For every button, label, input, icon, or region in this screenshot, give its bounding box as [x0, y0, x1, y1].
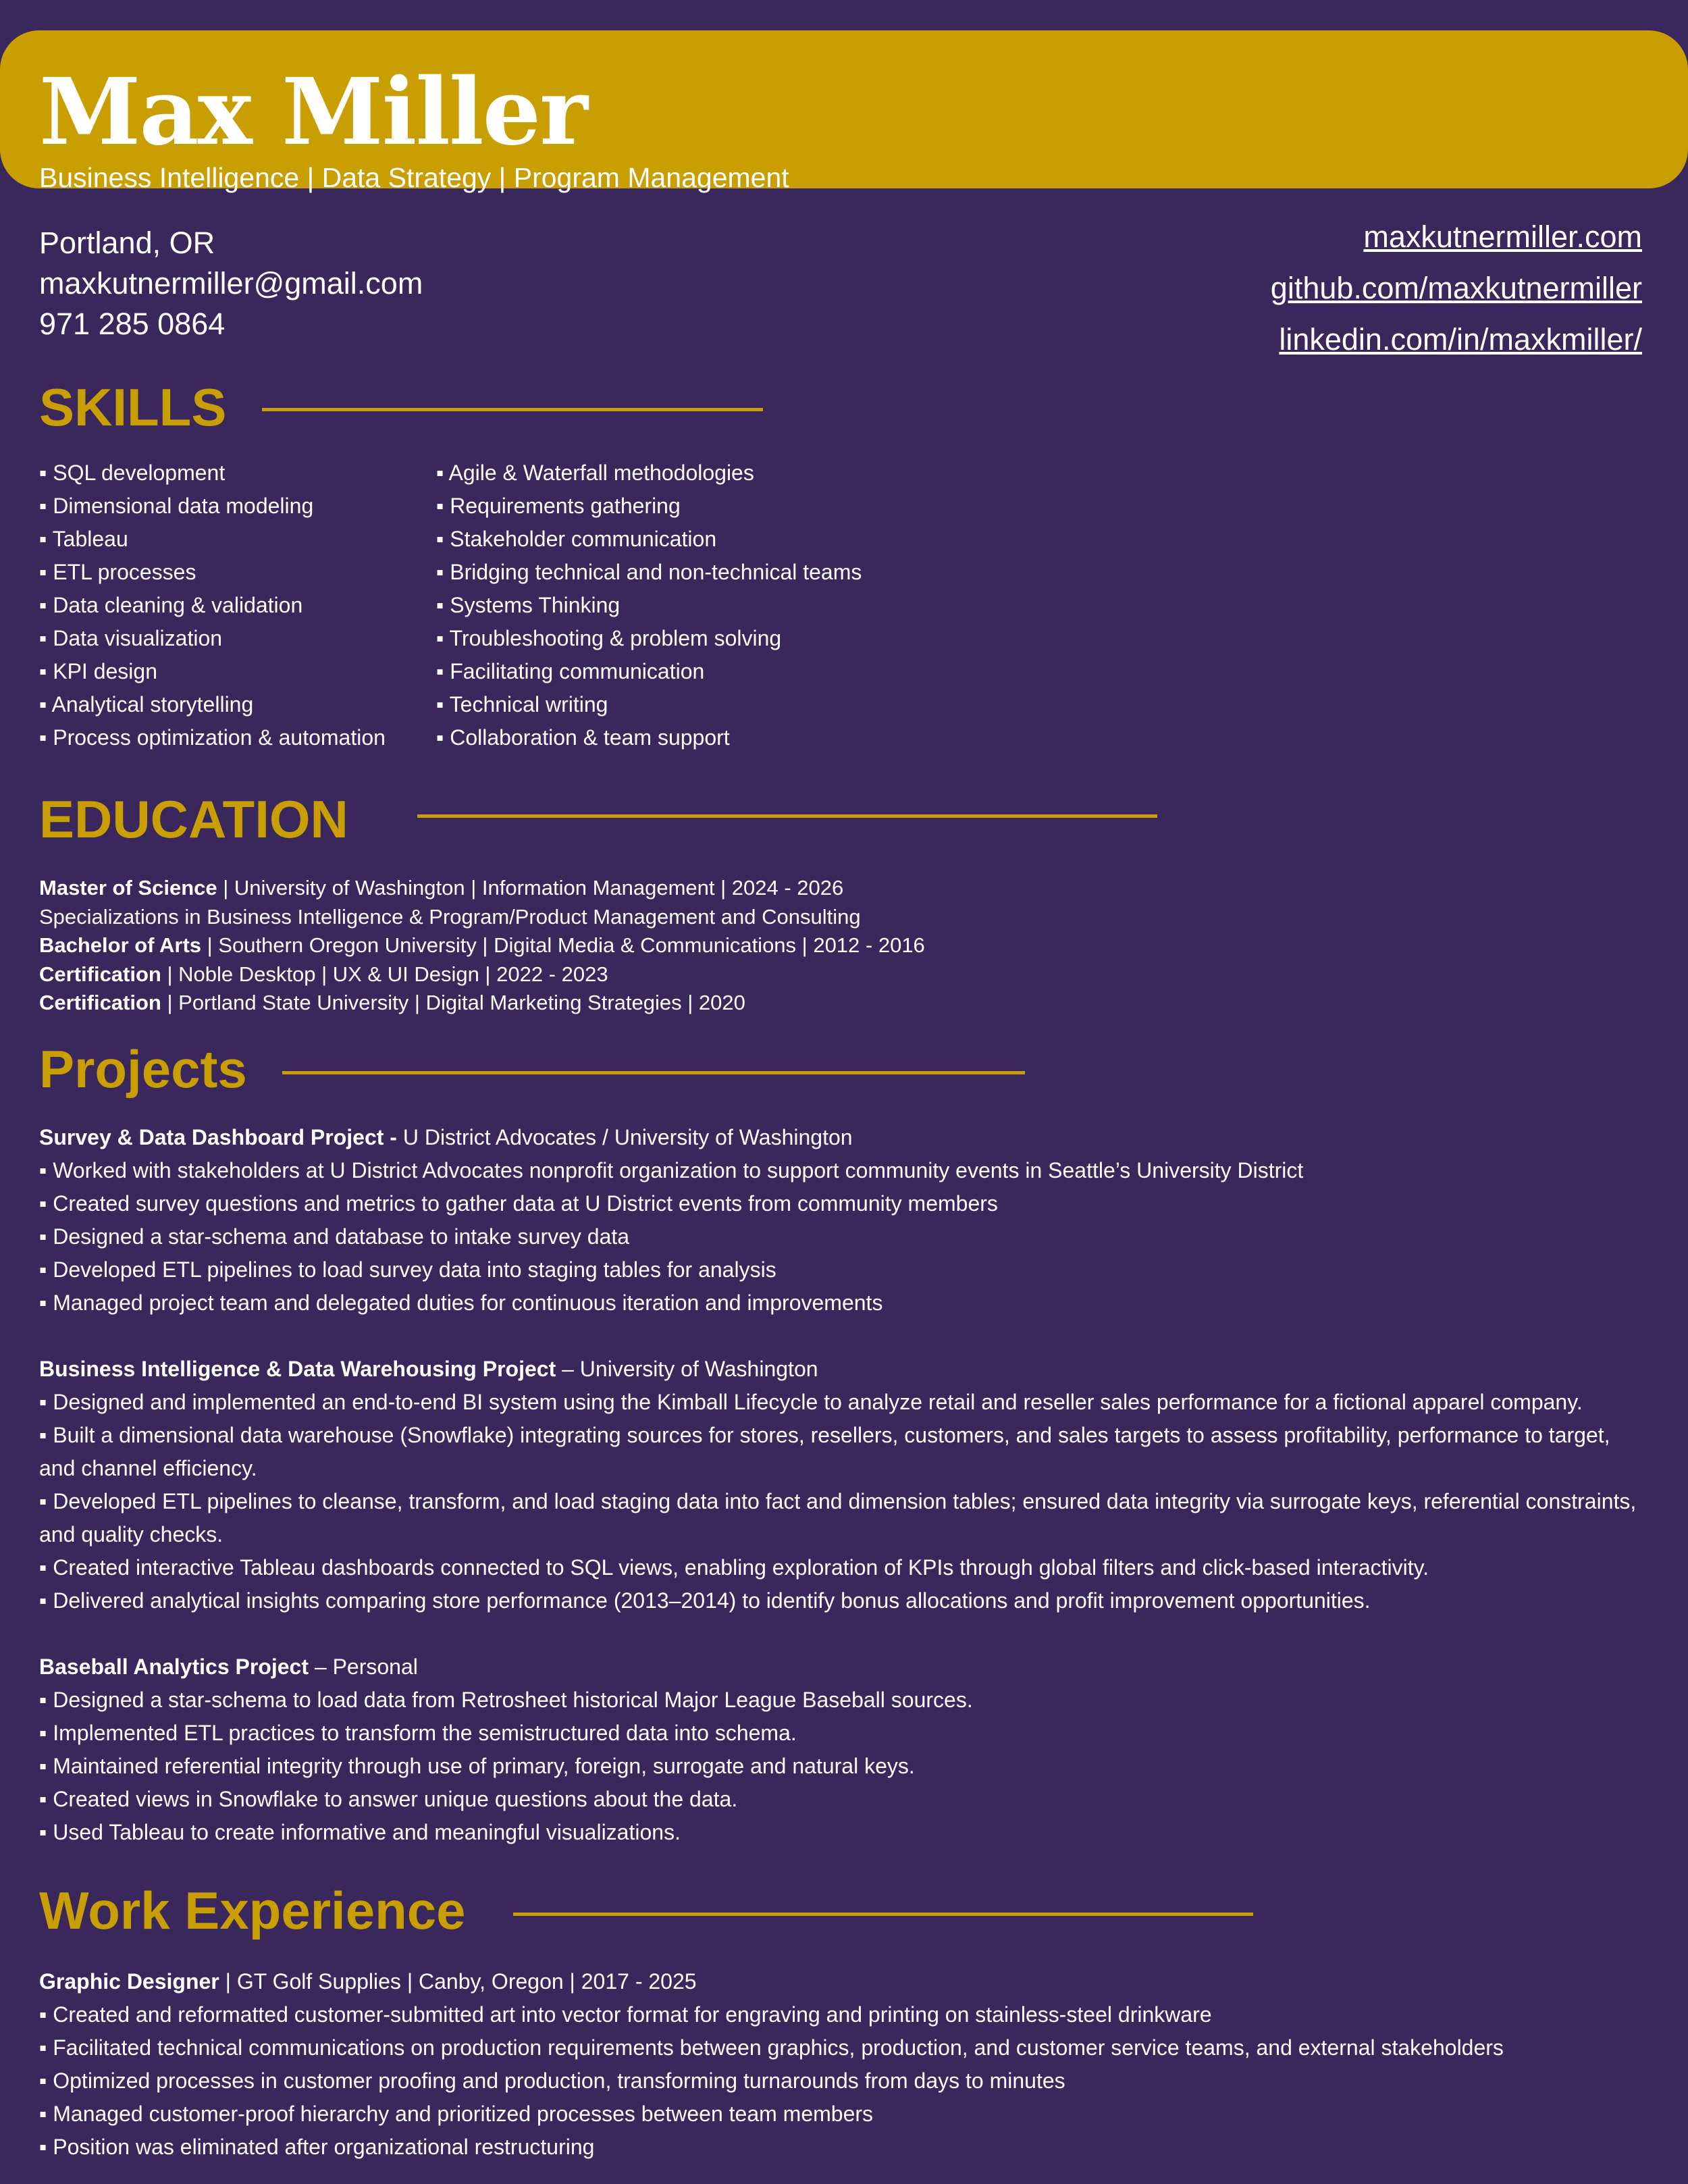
linkedin-link[interactable]: linkedin.com/in/maxkmiller/ [1279, 322, 1642, 357]
education-list [39, 874, 925, 1018]
project-title: Business Intelligence & Data Warehousing Project [39, 1357, 556, 1381]
skill-item: ▪ Tableau [39, 527, 128, 551]
job-title-line [39, 1965, 1646, 1998]
project-bullet: ▪ Designed a star-schema to load data from Retrosheet historical Major League Baseball sources. [39, 1688, 973, 1712]
header-banner [0, 30, 1688, 193]
education-entry [39, 931, 925, 960]
project-bullet: ▪ Designed and implemented an end-to-end BI system using the Kimball Lifecycle to analyze retail and reseller sales performance for a fictional apparel company. [39, 1390, 1583, 1414]
degree-label: Certification [39, 991, 161, 1014]
degree-label: Master of Science [39, 876, 217, 900]
skill-item: ▪ Troubleshooting & problem solving [436, 626, 782, 650]
skill-item: ▪ Stakeholder communication [436, 527, 717, 551]
contact-links [1271, 211, 1642, 365]
project-bullet: ▪ Developed ETL pipelines to load survey data into staging tables for analysis [39, 1257, 776, 1282]
project-title-line [39, 1353, 1646, 1386]
skills-heading: SKILLS [39, 378, 227, 437]
project-bullet: ▪ Implemented ETL practices to transform the semistructured data into schema. [39, 1721, 797, 1745]
work-divider [513, 1913, 1253, 1916]
projects-heading: Projects [39, 1039, 247, 1099]
skills-divider [262, 408, 763, 411]
skill-item: ▪ SQL development [39, 461, 226, 485]
candidate-tagline: Business Intelligence | Data Strategy | Program Management [39, 162, 789, 193]
github-link[interactable]: github.com/maxkutnermiller [1270, 271, 1642, 305]
project-bullet: ▪ Maintained referential integrity through use of primary, foreign, surrogate and natural keys. [39, 1754, 915, 1778]
job-bullet: ▪ Position was eliminated after organizational restructuring [39, 2135, 595, 2159]
contact-details [39, 223, 423, 344]
project-org: – Personal [308, 1655, 418, 1679]
skill-item: ▪ Facilitating communication [436, 659, 705, 683]
skill-item: ▪ Systems Thinking [436, 593, 621, 617]
skill-item: ▪ Analytical storytelling [39, 692, 254, 717]
skill-item: ▪ Data cleaning & validation [39, 593, 303, 617]
email-text: maxkutnermiller@gmail.com [39, 266, 423, 301]
skill-item: ▪ Dimensional data modeling [39, 494, 314, 518]
project-title: Baseball Analytics Project [39, 1655, 309, 1679]
skill-item: ▪ Collaboration & team support [436, 725, 730, 750]
job-detail: | GT Golf Supplies | Canby, Oregon | 2017 - 2025 [219, 1969, 697, 1994]
project-bullet: ▪ Created views in Snowflake to answer unique questions about the data. [39, 1787, 738, 1811]
skills-column-left [39, 457, 386, 754]
skills-column-right [436, 457, 862, 754]
candidate-name: Max Miller [39, 58, 587, 166]
project-title-line [39, 1650, 1646, 1684]
skill-item: ▪ Data visualization [39, 626, 223, 650]
skill-item: ▪ ETL processes [39, 560, 196, 584]
projects-divider [282, 1071, 1025, 1074]
skill-item: ▪ Process optimization & automation [39, 725, 386, 750]
project-bullet: ▪ Managed project team and delegated duties for continuous iteration and improvements [39, 1291, 883, 1315]
project-bullet: ▪ Created interactive Tableau dashboards connected to SQL views, enabling exploration of KPIs through global filters and click-based interactivity. [39, 1555, 1429, 1580]
project-bullet: ▪ Developed ETL pipelines to cleanse, transform, and load staging data into fact and dimension tables; ensured data integrity via surrogate keys, referential constraints, and quality checks. [39, 1489, 1637, 1546]
project-bullet: ▪ Delivered analytical insights comparing store performance (2013–2014) to identify bonus allocations and profit improvement opportunities. [39, 1588, 1371, 1613]
project-bullet: ▪ Designed a star-schema and database to intake survey data [39, 1224, 630, 1249]
project-survey-dashboard [39, 1121, 1646, 1320]
job-bullet: ▪ Managed customer-proof hierarchy and prioritized processes between team members [39, 2102, 874, 2126]
project-bullet: ▪ Worked with stakeholders at U District Advocates nonprofit organization to support community events in Seattle’s University District [39, 1158, 1304, 1182]
work-entry-graphic-designer [39, 1965, 1646, 2164]
education-entry [39, 960, 925, 989]
education-divider [417, 814, 1157, 818]
skill-item: ▪ Technical writing [436, 692, 608, 717]
project-title-line [39, 1121, 1646, 1154]
degree-label: Bachelor of Arts [39, 933, 202, 957]
work-heading: Work Experience [39, 1881, 466, 1940]
project-org: – University of Washington [556, 1357, 818, 1381]
education-entry [39, 874, 925, 903]
skill-item: ▪ KPI design [39, 659, 157, 683]
skill-item: ▪ Requirements gathering [436, 494, 681, 518]
education-heading: EDUCATION [39, 789, 348, 849]
skill-item: ▪ Bridging technical and non-technical teams [436, 560, 862, 584]
project-baseball-analytics [39, 1650, 1646, 1849]
project-bullet: ▪ Created survey questions and metrics to gather data at U District events from community members [39, 1191, 998, 1216]
job-bullet: ▪ Optimized processes in customer proofing and production, transforming turnarounds from days to minutes [39, 2069, 1065, 2093]
skill-item: ▪ Agile & Waterfall methodologies [436, 461, 754, 485]
degree-detail: | Southern Oregon University | Digital Media & Communications | 2012 - 2016 [201, 933, 925, 957]
location-text: Portland, OR [39, 226, 215, 260]
job-bullet: ▪ Created and reformatted customer-submitted art into vector format for engraving and printing on stainless-steel drinkware [39, 2002, 1212, 2027]
degree-label: Certification [39, 962, 161, 986]
project-bullet: ▪ Used Tableau to create informative and meaningful visualizations. [39, 1820, 681, 1844]
degree-detail: Specializations in Business Intelligence & Program/Product Management and Consulting [39, 904, 861, 929]
degree-detail: | University of Washington | Information Management | 2024 - 2026 [217, 876, 844, 900]
degree-detail: | Portland State University | Digital Marketing Strategies | 2020 [161, 991, 745, 1014]
degree-detail: | Noble Desktop | UX & UI Design | 2022 - 2023 [161, 962, 608, 986]
project-org: U District Advocates / University of Washington [396, 1125, 853, 1149]
project-bullet: ▪ Built a dimensional data warehouse (Snowflake) integrating sources for stores, resellers, customers, and sales targets to assess profitability, performance to target, and channel efficiency. [39, 1423, 1610, 1480]
website-link[interactable]: maxkutnermiller.com [1363, 219, 1642, 254]
education-entry [39, 903, 925, 932]
job-bullet: ▪ Facilitated technical communications on production requirements between graphics, production, and customer service teams, and external stakeholders [39, 2035, 1504, 2060]
education-entry [39, 989, 925, 1018]
project-bi-warehousing [39, 1353, 1646, 1617]
phone-text: 971 285 0864 [39, 307, 226, 341]
job-title: Graphic Designer [39, 1969, 219, 1994]
project-title: Survey & Data Dashboard Project - [39, 1125, 397, 1149]
